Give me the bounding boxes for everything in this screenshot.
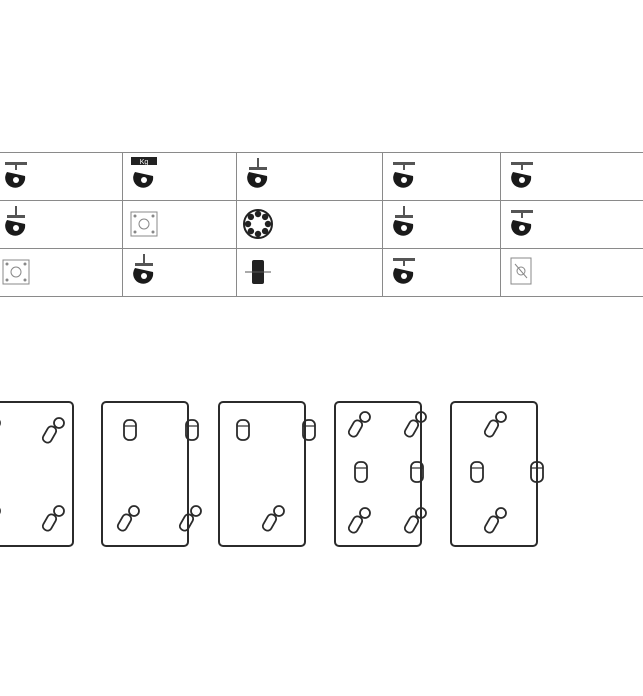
figure-cell [0, 249, 123, 297]
hole-distance-icon [127, 204, 161, 244]
swivel-caster-icon [177, 503, 207, 533]
figure-cell [383, 201, 501, 249]
figure-row [0, 153, 643, 201]
swivel-caster-icon [115, 503, 145, 533]
swivel-caster-icon [260, 503, 290, 533]
figure-cell [237, 201, 383, 249]
svg-text:Kg: Kg [139, 159, 149, 166]
plate-dimensions-icon [0, 252, 33, 292]
swivel-caster-icon [0, 503, 6, 533]
rigid-caster-icon [462, 457, 492, 487]
plate-swivel-icon [0, 156, 33, 196]
threaded-swivel-icon [387, 204, 421, 244]
swivel-caster-icon [402, 505, 432, 535]
rigid-caster-icon [346, 457, 376, 487]
figure-cell [501, 153, 643, 201]
swivel-caster-icon [346, 409, 376, 439]
rigid-caster-icon [294, 415, 324, 445]
wheel-width-icon [241, 252, 275, 292]
swivel-caster-icon [346, 505, 376, 535]
swivel-caster-icon [40, 503, 70, 533]
figure-cell [123, 249, 237, 297]
attaching-bolt-size-icon [505, 252, 539, 292]
figure-row [0, 249, 643, 297]
figure-cell [123, 201, 237, 249]
rigid-caster-icon [402, 457, 432, 487]
threaded-stem-eccentric-distance-icon [0, 204, 33, 244]
plate-4-swivel-2-rigid [334, 401, 422, 547]
rigid-caster-icon [177, 415, 207, 445]
plate-4-swivel [0, 401, 74, 547]
rigid-caster-icon [228, 415, 258, 445]
threaded-stem-wheel-icon [241, 156, 275, 196]
load-capacity-icon [127, 156, 161, 196]
figure-cell [123, 153, 237, 201]
plate-2-rigid-2-swivel [101, 401, 189, 547]
figure-cell [383, 249, 501, 297]
swivel-caster-icon [40, 415, 70, 445]
swivel-caster-icon [402, 409, 432, 439]
rigid-caster-icon [115, 415, 145, 445]
swivel-caster-icon [482, 409, 512, 439]
plate-2-rigid-1-swivel [218, 401, 306, 547]
figure-cell [0, 153, 123, 201]
figure-cell [501, 201, 643, 249]
swivel-caster-icon [482, 505, 512, 535]
plate-wheel-diameter-icon [505, 204, 539, 244]
plate-rigid-icon [387, 156, 421, 196]
rigid-caster-icon [522, 457, 552, 487]
figure-cell [0, 201, 123, 249]
overall-height-icon [387, 252, 421, 292]
figure-explanation-table [0, 152, 643, 297]
plate-2-swivel-2-rigid [450, 401, 538, 547]
figure-row [0, 201, 643, 249]
figure-cell [501, 249, 643, 297]
swivel-caster-icon [0, 415, 6, 445]
figure-cell [383, 153, 501, 201]
bearing-type-icon [241, 204, 275, 244]
plate-eccentric-distance-icon [505, 156, 539, 196]
threaded-stem-overall-height-icon [127, 252, 161, 292]
figure-cell [237, 249, 383, 297]
figure-cell [237, 153, 383, 201]
